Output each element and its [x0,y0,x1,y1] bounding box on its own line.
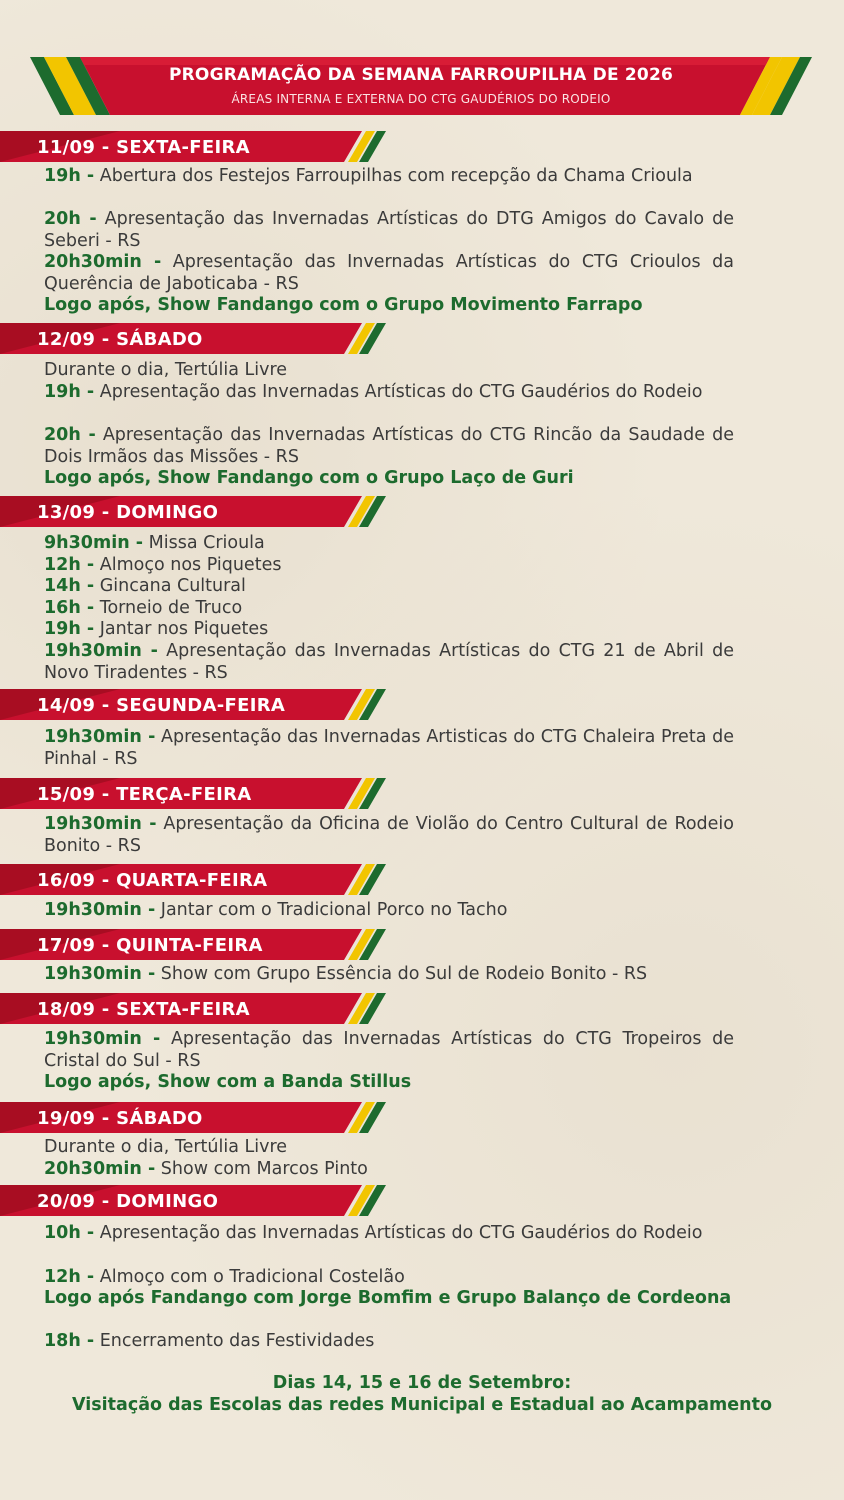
schedule-item [44,619,734,641]
schedule-item [44,576,734,598]
item-text: Apresentação das Invernadas Artísticas do CTG Gaudérios do Rodeio [99,382,703,402]
item-text: Almoço com o Tradicional Costelão [99,1267,405,1287]
item-time: 18h - [44,1331,95,1351]
day-label: 19/09 - SÁBADO [37,1108,203,1129]
item-time: 10h - [44,1223,95,1243]
item-time: 19h30min - [44,964,156,984]
schedule-item [44,382,734,404]
schedule-item [44,1267,734,1289]
day-label: 15/09 - TERÇA-FEIRA [37,784,252,805]
day-label: 11/09 - SEXTA-FEIRA [37,137,250,158]
schedule-item [44,1223,734,1245]
item-text: Abertura dos Festejos Farroupilhas com recepção da Chama Crioula [99,166,693,186]
item-text: Show com Marcos Pinto [160,1159,368,1179]
day-header [0,864,390,895]
schedule-item [44,641,734,684]
item-time: 20h30min - [44,252,162,272]
item-text: Durante o dia, Tertúlia Livre [44,360,288,380]
day-label: 16/09 - QUARTA-FEIRA [37,870,268,891]
item-time: 20h - [44,209,97,229]
item-time: 20h - [44,425,96,445]
schedule-item [44,252,734,295]
day-label: 17/09 - QUINTA-FEIRA [37,935,263,956]
schedule-item [44,1159,734,1181]
schedule-item [44,1331,734,1353]
schedule-item [44,360,734,382]
day-header [0,496,390,527]
item-text: Missa Crioula [148,533,265,553]
item-text: Show com Grupo Essência do Sul de Rodeio Bonito - RS [160,964,648,984]
day-header [0,323,390,354]
item-time: 20h30min - [44,1159,156,1179]
page-subtitle: ÁREAS INTERNA E EXTERNA DO CTG GAUDÉRIOS DO RODEIO [231,92,611,106]
day-label: 14/09 - SEGUNDA-FEIRA [37,695,286,716]
item-time: 19h - [44,619,95,639]
schedule-highlight [44,468,734,490]
item-text: Jantar com o Tradicional Porco no Tacho [160,900,508,920]
schedule-item [44,1137,734,1159]
day-header [0,778,390,809]
item-text: Almoço nos Piquetes [99,555,282,575]
day-header [0,131,390,162]
day-label: 12/09 - SÁBADO [37,329,203,350]
schedule-item [44,964,734,986]
footer-note-visits: Visitação das Escolas das redes Municipal e Estadual ao Acampamento [72,1395,772,1415]
item-text: Durante o dia, Tertúlia Livre [44,1137,288,1157]
day-header [0,1102,390,1133]
highlight-text: Logo após, Show com a Banda Stillus [44,1072,412,1092]
schedule-item [44,555,734,577]
item-time: 19h30min - [44,814,157,834]
item-text: Apresentação das Invernadas Artísticas do CTG 21 de Abril de Novo Tiradentes - RS [44,641,734,683]
schedule-highlight [44,1072,734,1094]
schedule-item [44,814,734,857]
item-text: Apresentação das Invernadas Artísticas do CTG Crioulos da Querência de Jaboticaba - RS [44,252,734,294]
title-banner [30,57,812,115]
item-text: Apresentação das Invernadas Artísticas do CTG Tropeiros de Cristal do Sul - RS [44,1029,734,1071]
schedule-item [44,533,734,555]
item-text: Apresentação das Invernadas Artísticas do DTG Amigos do Cavalo de Seberi - RS [44,209,734,251]
item-time: 19h30min - [44,641,158,661]
item-text: Apresentação das Invernadas Artísticas do CTG Rincão da Saudade de Dois Irmãos das Missões - RS [44,425,734,467]
item-time: 12h - [44,555,95,575]
item-time: 19h30min - [44,1029,161,1049]
day-label: 13/09 - DOMINGO [37,502,219,523]
item-time: 19h30min - [44,727,156,747]
schedule-item [44,1029,734,1072]
day-label: 20/09 - DOMINGO [37,1191,219,1212]
item-text: Apresentação das Invernadas Artisticas do CTG Chaleira Preta de Pinhal - RS [44,727,734,769]
item-time: 12h - [44,1267,95,1287]
highlight-text: Logo após Fandango com Jorge Bomfim e Grupo Balanço de Cordeona [44,1288,732,1308]
day-label: 18/09 - SEXTA-FEIRA [37,999,250,1020]
item-time: 14h - [44,576,95,596]
item-text: Encerramento das Festividades [99,1331,375,1351]
schedule-item [44,727,734,770]
schedule-item [44,598,734,620]
item-text: Torneio de Truco [99,598,243,618]
item-time: 16h - [44,598,95,618]
highlight-text: Logo após, Show Fandango com o Grupo Movimento Farrapo [44,295,643,315]
schedule-highlight [44,1288,734,1310]
highlight-text: Logo após, Show Fandango com o Grupo Laço de Guri [44,468,574,488]
item-time: 19h30min - [44,900,156,920]
schedule-item [44,209,734,252]
schedule-item [44,166,734,188]
schedule-item [44,425,734,468]
schedule-highlight [44,295,734,317]
day-header [0,689,390,720]
day-header [0,929,390,960]
item-text: Apresentação da Oficina de Violão do Centro Cultural de Rodeio Bonito - RS [44,814,734,856]
item-text: Jantar nos Piquetes [99,619,269,639]
item-time: 9h30min - [44,533,144,553]
day-header [0,1185,390,1216]
item-text: Gincana Cultural [99,576,246,596]
page-title: PROGRAMAÇÃO DA SEMANA FARROUPILHA DE 2026 [168,65,674,85]
item-text: Apresentação das Invernadas Artísticas do CTG Gaudérios do Rodeio [99,1223,703,1243]
item-time: 19h - [44,166,95,186]
schedule-item [44,900,734,922]
day-header [0,993,390,1024]
item-time: 19h - [44,382,95,402]
footer-note-dates: Dias 14, 15 e 16 de Setembro: [272,1373,572,1393]
